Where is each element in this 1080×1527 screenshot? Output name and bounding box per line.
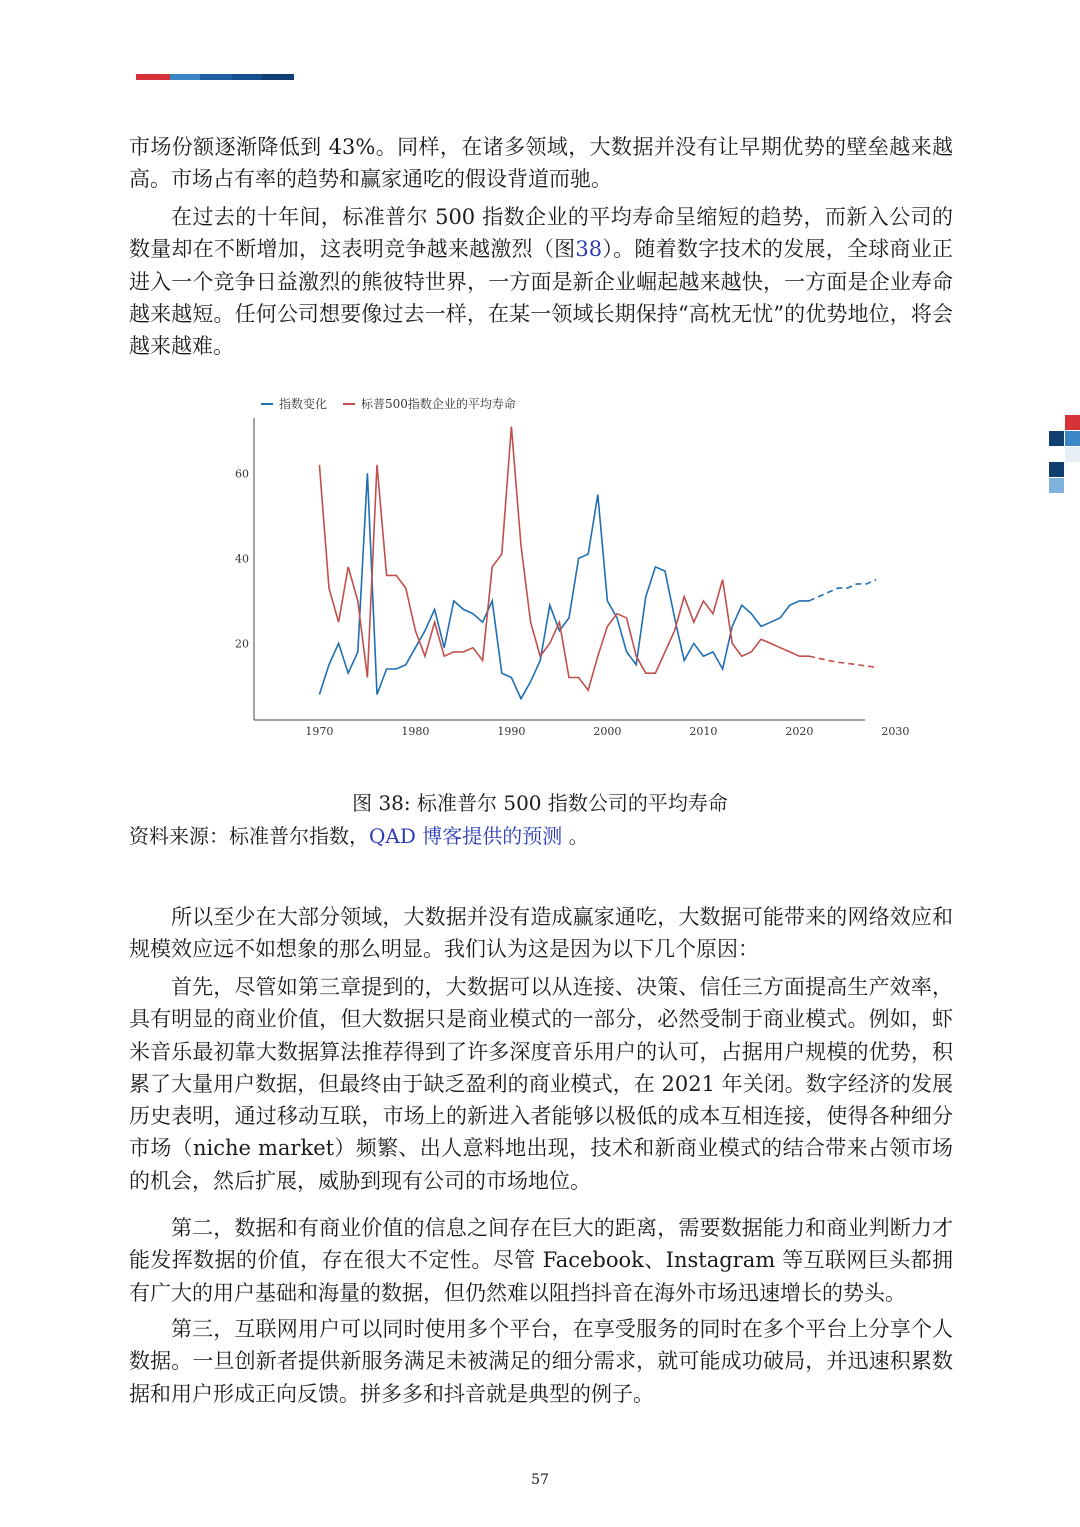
page-number: 57 [531,1472,549,1488]
y-tick-label: 40 [235,552,249,566]
x-tick-label: 1970 [305,725,334,738]
series-forecast-line-0 [809,580,876,601]
paragraph-2-text-b: ）。随着数字技术的发展，全球商业正进入一个竞争日益激烈的熊彼特世界，一方面是新企业崛起越来越快，一方面是企业寿命越来越短。任何公司想要像过去一样，在某一领域长期保持“高枕无忧”的优势地位，将会越来越难。 [129,237,954,359]
header-bar-segment [170,74,200,80]
x-tick-label: 2030 [881,725,910,738]
source-prefix: 资料来源：标准普尔指数， [129,824,369,848]
y-tick-label: 20 [235,637,249,651]
legend-label-average-lifespan: 标普500指数企业的平均寿命 [361,397,516,411]
figure-caption: 图 38: 标准普尔 500 指数公司的平均寿命 [352,791,728,815]
header-bar-segment [200,74,232,80]
series-line-1 [319,427,809,691]
paragraph-5: 第二，数据和有商业价值的信息之间存在巨大的距离，需要数据能力和商业判断力才能发挥数据的价值，存在很大不定性。尽管 Facebook、Instagram 等互联网巨头都拥有广大的用户基础和海量的数据，但仍然难以阻挡抖音在海外市场迅速增长的势头。 [129,1216,953,1305]
paragraph-1: 市场份额逐渐降低到 43%。同样，在诸多领域，大数据并没有让早期优势的壁垒越来越高。市场占有率的趋势和赢家通吃的假设背道而驰。 [129,135,953,192]
side-decoration [1049,415,1080,493]
figure-source [129,820,589,849]
x-tick-label: 2020 [785,725,814,738]
paragraph-6: 第三，互联网用户可以同时使用多个平台，在享受服务的同时在多个平台上分享个人数据。一旦创新者提供新服务满足未被满足的细分需求，就可能成功破局，并迅速积累数据和用户形成正向反馈。拼多多和抖音就是典型的例子。 [129,1317,953,1406]
x-tick-label: 1990 [497,725,526,738]
figure-reference-link[interactable]: 38 [575,237,603,262]
x-tick-label: 1980 [401,725,430,738]
x-tick-label: 2010 [689,725,718,738]
paragraph-2 [129,201,953,362]
paragraph-4: 首先，尽管如第三章提到的，大数据可以从连接、决策、信任三方面提高生产效率，具有明显的商业价值，但大数据只是商业模式的一部分，必然受制于商业模式。例如，虾米音乐最初靠大数据算法推荐得到了许多深度音乐用户的认可，占据用户规模的优势，积累了大量用户数据，但最终由于缺乏盈利的商业模式，在 2021 年关闭。数字经济的发展历史表明，通过移动互联，市场上的新进入者能够以极低的成本互相连接，使得各种细分市场（niche market）频繁、出人意料地出现，技术和新商业模式的结合带来占领市场的机会，然后扩展，威胁到现有公司的市场地位。 [129,975,953,1193]
chart-legend [261,396,516,411]
header-bar-segment [262,74,294,80]
paragraph-3: 所以至少在大部分领域，大数据并没有造成赢家通吃，大数据可能带来的网络效应和规模效应远不如想象的那么明显。我们认为这是因为以下几个原因： [129,905,953,962]
paragraph-2-text-a: 在过去的十年间，标准普尔 500 指数企业的平均寿命呈缩短的趋势，而新入公司的数量却在不断增加，这表明竞争越来越激烈（图 [129,205,953,262]
series-line-0 [319,473,809,698]
legend-label-index-change: 指数变化 [279,397,328,411]
lifespan-line-chart [225,388,910,748]
header-bar-segment [232,74,262,80]
header-bar-segment [136,74,170,80]
y-tick-label: 60 [235,467,249,481]
header-color-bar [136,74,294,80]
source-link[interactable]: QAD 博客提供的预测 [369,824,563,848]
series-forecast-line-1 [809,656,876,667]
x-tick-label: 2000 [593,725,622,738]
source-suffix: 。 [562,824,589,848]
